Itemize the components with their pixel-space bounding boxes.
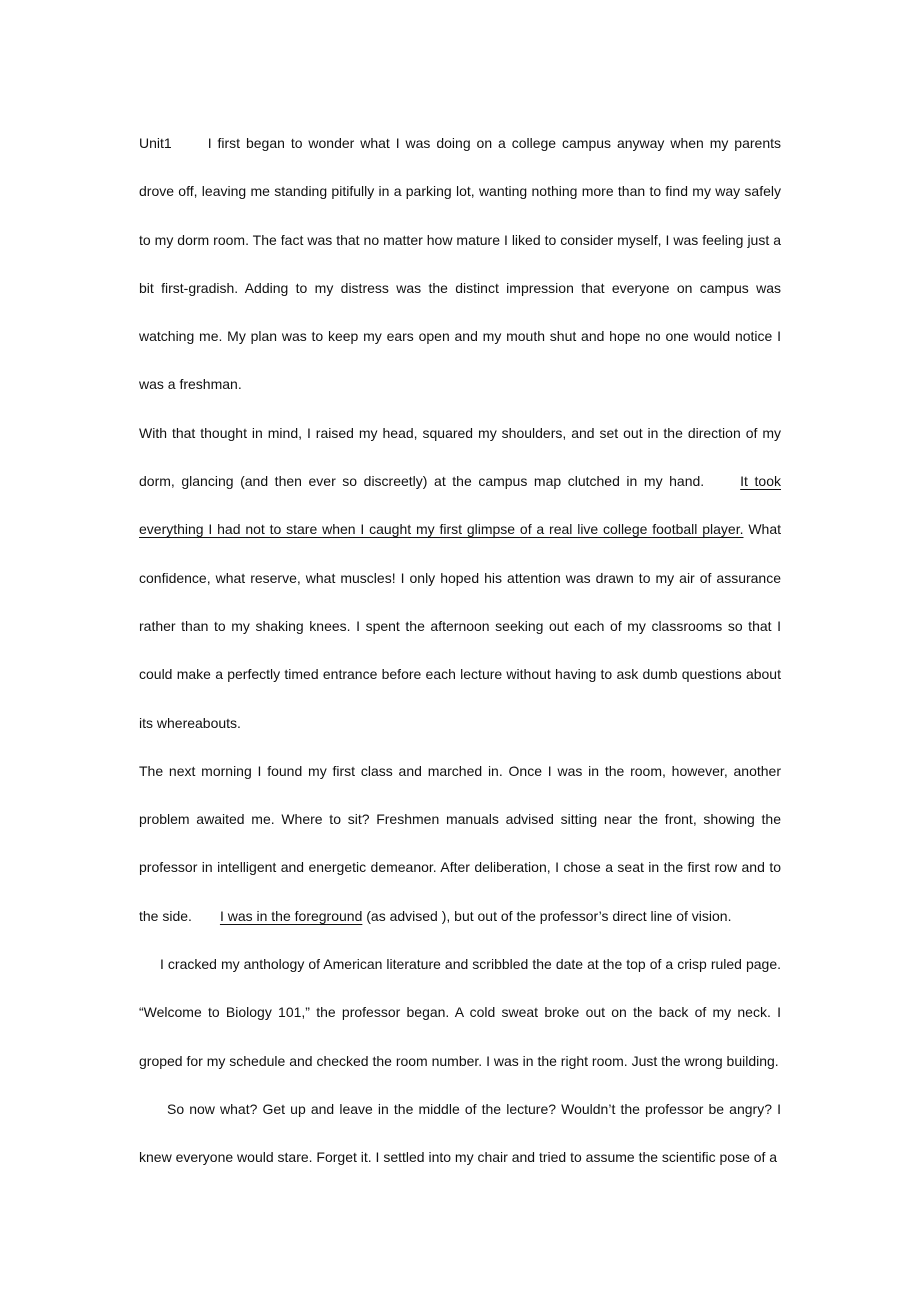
paragraph-5: So now what? Get up and leave in the middle of the lecture? Wouldn’t the professor be angry? I knew everyone would stare. Forget it. I settled into my chair and tried to assume the scientific pose of a bbox=[139, 1100, 781, 1166]
paragraph-4: I cracked my anthology of American literature and scribbled the date at the top of a crisp ruled page. “Welcome to Biology 101,” the professor began. A cold sweat broke out on the back of my neck. I groped for my schedule and checked the room number. I was in the right room. Just the wrong building. bbox=[139, 956, 781, 1069]
document-page bbox=[139, 119, 781, 1182]
paragraph-1-text: I first began to wonder what I was doing on a college campus anyway when my parents drove off, leaving me standing pitifully in a parking lot, wanting nothing more than to find my way safely to my dorm room. The fact was that no matter how mature I liked to consider myself, I was feeling just a bit first-gradish. Adding to my distress was the distinct impression that everyone on campus was watching me. My plan was to keep my ears open and my mouth shut and hope no one would notice I was a freshman. bbox=[139, 135, 781, 393]
unit-label: Unit1 bbox=[139, 135, 172, 151]
paragraph-2-text-after: What confidence, what reserve, what muscles! I only hoped his attention was drawn to my air of assurance rather than to my shaking knees. I spent the afternoon seeking out each of my classrooms so that I could make a perfectly timed entrance before each lecture without having to ask dumb questions about its whereabouts. bbox=[139, 521, 781, 731]
underlined-sentence-football-player: It took everything I had not to stare when I caught my first glimpse of a real live college football player. bbox=[139, 473, 781, 538]
paragraph-3 bbox=[139, 747, 781, 940]
paragraph-2-text-before: With that thought in mind, I raised my head, squared my shoulders, and set out in the direction of my dorm, glancing (and then ever so discreetly) at the campus map clutched in my hand. bbox=[139, 424, 781, 490]
paragraph-2 bbox=[139, 409, 781, 747]
paragraph-3-text-before: The next morning I found my first class and marched in. Once I was in the room, however, another problem awaited me. Where to sit? Freshmen manuals advised sitting near the front, showing the professor in intelligent and energetic demeanor. After deliberation, I chose a seat in the first row and to the side. bbox=[139, 762, 781, 924]
underlined-phrase-foreground: I was in the foreground bbox=[219, 907, 363, 924]
paragraph-3-text-after: (as advised ), but out of the professor’s direct line of vision. bbox=[362, 907, 732, 924]
paragraph-1 bbox=[139, 119, 781, 409]
